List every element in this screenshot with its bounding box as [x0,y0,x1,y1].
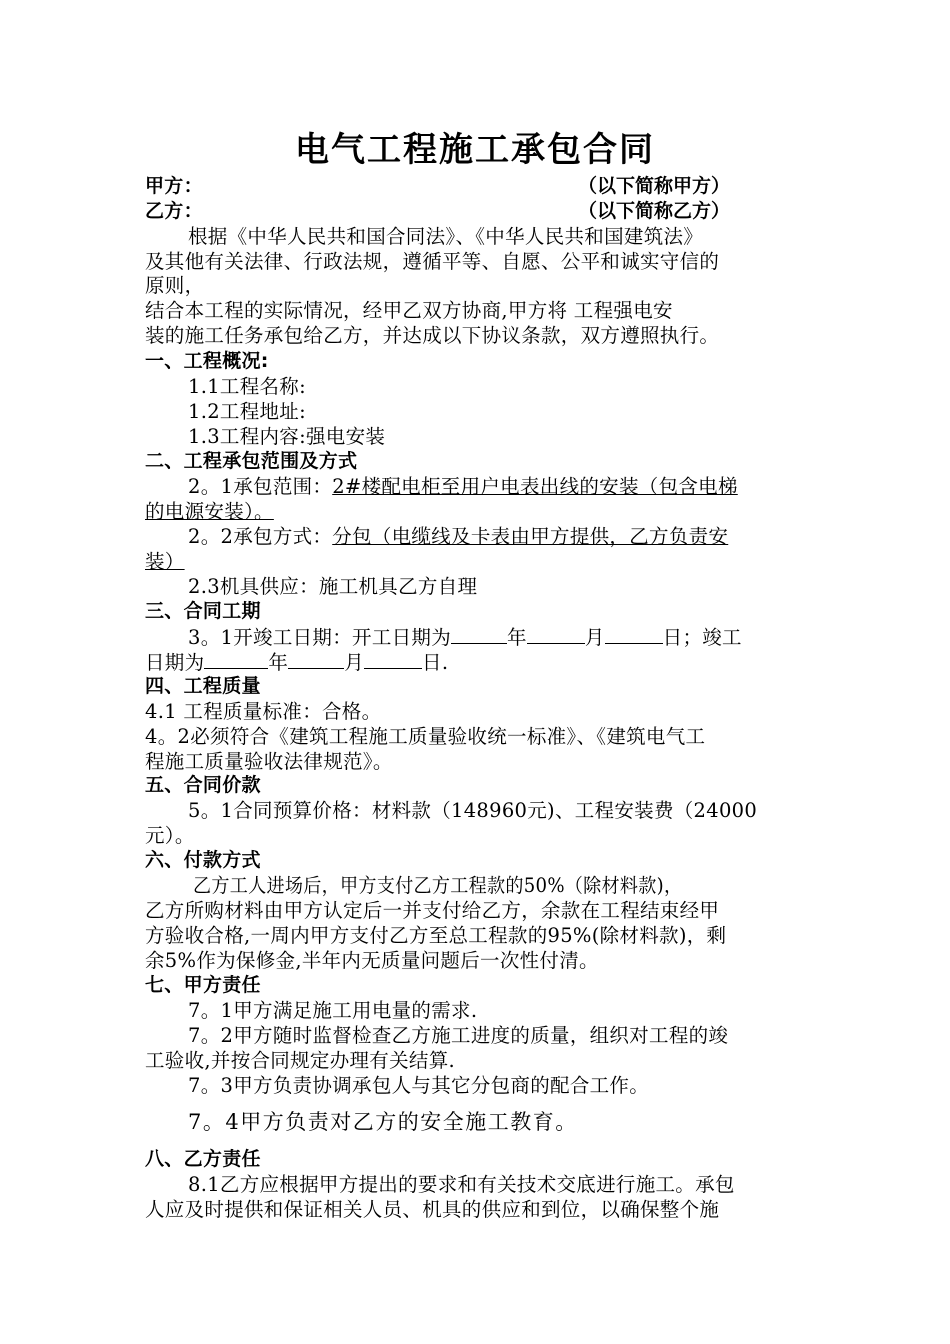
clause-line: 余5%作为保修金,半年内无质量问题后一次性付清。 [145,949,599,972]
clause-line [145,499,815,524]
section-heading: 五、合同价款 [145,774,261,796]
party-a-label: 甲方： [145,175,203,197]
mode-text: 分包（电缆线及卡表由甲方提供，乙方负责安 [332,525,729,548]
clause-line: 工验收,并按合同规定办理有关结算. [145,1049,455,1072]
scope-label: 2。1承包范围： [188,475,333,498]
clause-line: 乙方所购材料由甲方认定后一并支付给乙方，余款在工程结束经甲 [145,899,720,922]
year-label: 年 [268,651,289,674]
clause-line: 1.2工程地址: [188,400,306,423]
document-title: 电气工程施工承包合同 [295,130,655,170]
mode-text: 装） [145,550,185,573]
year-label: 年 [507,626,527,649]
clause-line: 7。1甲方满足施工用电量的需求. [188,999,478,1022]
clause-line: 7。2甲方随时监督检查乙方施工进度的质量，组织对工程的竣 [188,1024,729,1047]
month-blank [288,649,344,669]
clause-line: 1.3工程内容:强电安装 [188,425,386,448]
preamble-line: 结合本工程的实际情况，经甲乙双方协商,甲方将 工程强电安 [145,299,673,322]
clause-line [188,624,815,650]
day-blank [605,624,663,644]
clause-line: 程施工质量验收法律规范》。 [145,750,393,773]
day-label: 日. [422,651,449,674]
clause-line: 4。2必须符合《建筑工程施工质量验收统一标准》、《建筑电气工 [145,725,706,748]
mode-label: 2。2承包方式： [188,525,333,548]
preamble-line: 根据《中华人民共和国合同法》、《中华人民共和国建筑法》 [188,225,704,248]
section-heading: 一、工程概况: [145,350,269,372]
month-label: 月 [584,626,605,649]
month-label: 月 [344,651,365,674]
clause-line: 乙方工人进场后，甲方支付乙方工程款的50%（除材料款)， [193,874,683,897]
clause-line: 方验收合格,一周内甲方支付乙方至总工程款的95%(除材料款)，剩 [145,924,727,947]
section-heading: 二、工程承包范围及方式 [145,450,358,472]
section-heading: 六、付款方式 [145,849,261,871]
clause-line: 人应及时提供和保证相关人员、机具的供应和到位，以确保整个施 [145,1198,720,1221]
clause-line: 1.1工程名称: [188,375,306,398]
day-label: 日；竣工 [662,626,742,649]
month-blank [527,624,585,644]
clause-line: 7。4甲方负责对乙方的安全施工教育。 [188,1110,578,1134]
scope-text: 2#楼配电柜至用户电表出线的安装（包含电梯 [332,475,738,498]
day-blank [364,649,422,669]
clause-line: 8.1乙方应根据甲方提出的要求和有关技术交底进行施工。承包 [188,1173,735,1196]
clause-line [188,524,815,549]
clause-line [145,649,815,675]
clause-line: 4.1 工程质量标准：合格。 [145,700,382,723]
clause-line [145,549,815,574]
section-heading: 三、合同工期 [145,600,261,622]
clause-line: 7。3甲方负责协调承包人与其它分包商的配合工作。 [188,1074,650,1097]
start-date-label: 3。1开竣工日期：开工日期为 [188,626,452,649]
section-heading: 七、甲方责任 [145,974,261,996]
scope-text: 的电源安装）。 [145,500,274,523]
preamble-line: 原则， [145,274,205,297]
party-b-note: （以下简称乙方） [578,200,731,222]
party-a-note: （以下简称甲方） [578,175,731,197]
end-date-label: 日期为 [145,651,205,674]
year-blank [451,624,507,644]
section-heading: 四、工程质量 [145,675,261,697]
section-heading: 八、乙方责任 [145,1148,261,1170]
clause-line: 元）。 [145,824,195,847]
clause-line [188,474,815,499]
clause-line: 5。1合同预算价格：材料款（148960元)、工程安装费（24000 [188,799,758,822]
clause-line: 2.3机具供应：施工机具乙方自理 [188,575,478,598]
preamble-line: 及其他有关法律、行政法规，遵循平等、自愿、公平和诚实守信的 [145,250,720,273]
preamble-line: 装的施工任务承包给乙方，并达成以下协议条款，双方遵照执行。 [145,324,720,347]
year-blank [204,649,268,669]
party-b-label: 乙方： [145,200,203,222]
